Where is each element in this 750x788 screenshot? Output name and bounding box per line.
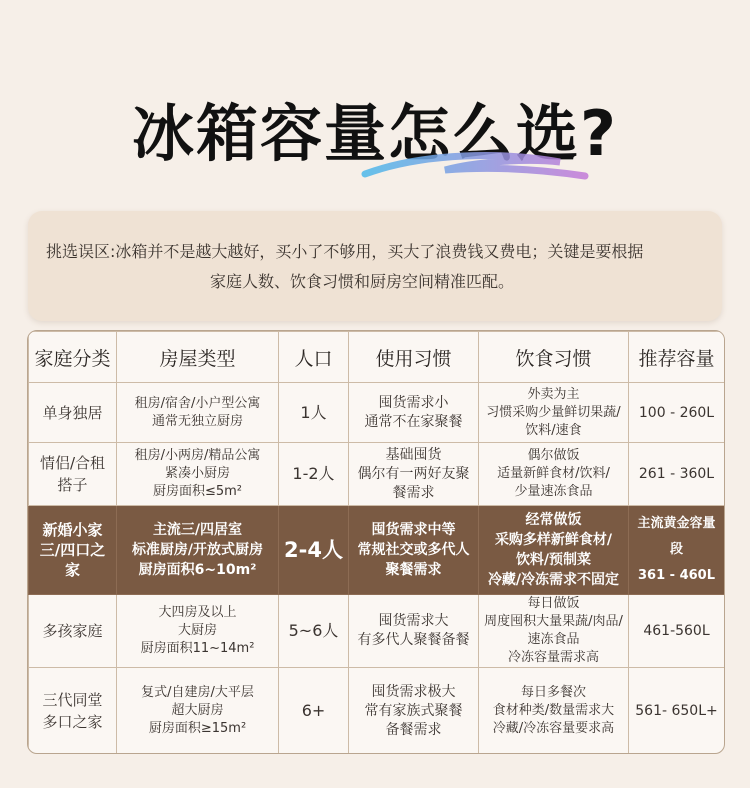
table-row xyxy=(29,506,725,595)
cell-usage xyxy=(349,443,479,506)
cell-house-line: 通常无独立厨房 xyxy=(151,413,243,429)
cell-family-line: 新婚小家 xyxy=(42,521,103,539)
page-title: 冰箱容量怎么选? xyxy=(132,97,618,170)
cell-capacity xyxy=(629,506,725,595)
cell-family-line: 三代同堂 xyxy=(42,691,103,709)
header-house: 房屋类型 xyxy=(117,332,279,383)
cell-usage xyxy=(349,668,479,755)
cell-diet-line: 外卖为主 xyxy=(527,386,580,402)
cell-house-line: 租房/宿舍/小户型公寓 xyxy=(134,395,261,411)
cell-diet-line: 少量速冻食品 xyxy=(514,484,593,499)
header-usage: 使用习惯 xyxy=(349,332,479,383)
cell-diet xyxy=(479,668,629,755)
cell-usage-line: 聚餐需求 xyxy=(385,562,442,578)
cell-diet-line: 速冻食品 xyxy=(527,632,580,647)
table-row xyxy=(29,595,725,668)
cell-diet-line: 冷藏/冷冻需求不固定 xyxy=(487,572,620,588)
cell-diet-line: 习惯采购少量鲜切果蔬/ xyxy=(486,404,621,420)
cell-family-line: 多口之家 xyxy=(42,713,103,731)
cell-capacity-line: 100 - 260L xyxy=(638,404,715,421)
cell-house xyxy=(117,668,279,755)
cell-usage xyxy=(349,383,479,443)
cell-diet xyxy=(479,383,629,443)
cell-diet-line: 周度囤积大量果蔬/肉品/ xyxy=(484,614,623,629)
cell-house-line: 超大厨房 xyxy=(171,703,224,718)
cell-capacity xyxy=(629,443,725,506)
table-row xyxy=(29,443,725,506)
cell-diet-line: 冷冻容量需求高 xyxy=(507,650,599,665)
cell-diet-line: 饮料/速食 xyxy=(525,422,582,438)
cell-capacity-line: 361 - 460L xyxy=(637,568,715,583)
cell-family xyxy=(29,668,117,755)
cell-house-line: 复式/自建房/大平层 xyxy=(141,685,254,700)
cell-diet xyxy=(479,443,629,506)
cell-family-line: 情侣/合租搭子 xyxy=(39,454,106,494)
cell-usage-line: 常有家族式聚餐 xyxy=(364,702,463,719)
cell-people: 2-4人 xyxy=(279,506,349,595)
cell-diet xyxy=(479,595,629,668)
cell-capacity xyxy=(629,383,725,443)
cell-house-line: 紧凑小厨房 xyxy=(164,466,230,481)
cell-house-line: 标准厨房/开放式厨房 xyxy=(131,542,264,558)
cell-usage-line: 囤货需求极大 xyxy=(371,683,456,700)
cell-usage-line: 餐需求 xyxy=(392,484,435,501)
cell-house xyxy=(117,595,279,668)
capacity-table-grid xyxy=(28,331,725,754)
note-line2: 家庭人数、饮食习惯和厨房空间精准匹配。 xyxy=(210,272,515,291)
cell-house-line: 主流三/四居室 xyxy=(152,522,243,538)
cell-capacity-line: 461-560L xyxy=(643,623,710,639)
cell-people: 1-2人 xyxy=(279,443,349,506)
cell-family xyxy=(29,383,117,443)
note-label: 挑选误区: xyxy=(46,242,116,261)
cell-usage-line: 囤货需求中等 xyxy=(371,522,456,538)
table-row xyxy=(29,383,725,443)
cell-diet-line: 适量新鲜食材/饮料/ xyxy=(497,466,610,481)
cell-usage-line: 基础囤货 xyxy=(385,446,442,463)
table-header-row xyxy=(29,332,725,383)
cell-house-line: 大四房及以上 xyxy=(158,605,237,620)
cell-usage-line: 通常不在家聚餐 xyxy=(364,413,463,430)
header-diet: 饮食习惯 xyxy=(479,332,629,383)
cell-diet-line: 经常做饭 xyxy=(525,512,582,528)
cell-usage-line: 囤货需求小 xyxy=(378,394,449,411)
cell-family xyxy=(29,443,117,506)
cell-usage xyxy=(349,595,479,668)
cell-diet-line: 采购多样新鲜食材/ xyxy=(494,532,613,548)
table-row xyxy=(29,668,725,755)
cell-people: 6+ xyxy=(279,668,349,755)
cell-house-line: 厨房面积≥15m² xyxy=(148,721,247,736)
header-people: 人口 xyxy=(279,332,349,383)
cell-house xyxy=(117,383,279,443)
cell-house-line: 厨房面积≤5m² xyxy=(152,484,243,499)
cell-usage xyxy=(349,506,479,595)
cell-usage-line: 有多代人聚餐备餐 xyxy=(357,632,470,648)
cell-family-line: 单身独居 xyxy=(42,403,103,422)
cell-usage-line: 备餐需求 xyxy=(385,721,442,738)
cell-capacity-line: 主流黄金容量段 xyxy=(637,516,716,557)
cell-family xyxy=(29,595,117,668)
cell-capacity xyxy=(629,668,725,755)
cell-family xyxy=(29,506,117,595)
note-line1: 冰箱并不是越大越好，买小了不够用，买大了浪费钱又费电；关键是要根据 xyxy=(115,242,644,261)
cell-usage-line: 囤货需求大 xyxy=(378,613,449,629)
cell-family-line: 多孩家庭 xyxy=(42,622,103,640)
cell-diet-line: 冷藏/冷冻容量要求高 xyxy=(492,721,615,736)
cell-diet-line: 每日多餐次 xyxy=(520,685,586,700)
cell-house xyxy=(117,506,279,595)
cell-family-line: 三/四口之家 xyxy=(39,541,106,579)
note-text xyxy=(46,237,706,297)
cell-capacity-line: 261 - 360L xyxy=(638,466,715,482)
cell-usage-line: 偶尔有一两好友聚 xyxy=(357,465,470,482)
cell-people: 5~6人 xyxy=(279,595,349,668)
cell-house-line: 厨房面积11~14m² xyxy=(140,641,255,656)
cell-diet-line: 每日做饭 xyxy=(527,596,580,611)
cell-house-line: 租房/小两房/精品公寓 xyxy=(134,448,261,463)
cell-diet-line: 饮料/预制菜 xyxy=(515,552,592,568)
header-capacity: 推荐容量 xyxy=(629,332,725,383)
cell-diet xyxy=(479,506,629,595)
cell-house xyxy=(117,443,279,506)
cell-usage-line: 常规社交或多代人 xyxy=(357,542,470,558)
cell-diet-line: 食材种类/数量需求大 xyxy=(492,703,615,718)
cell-people: 1人 xyxy=(279,383,349,443)
cell-capacity-line: 561- 650L+ xyxy=(635,703,718,719)
title-swoosh-decoration xyxy=(355,150,635,184)
cell-capacity xyxy=(629,595,725,668)
cell-house-line: 厨房面积6~10m² xyxy=(138,562,257,578)
cell-diet-line: 偶尔做饭 xyxy=(527,448,580,463)
cell-house-line: 大厨房 xyxy=(177,623,217,638)
header-family: 家庭分类 xyxy=(29,332,117,383)
capacity-table xyxy=(27,330,725,754)
